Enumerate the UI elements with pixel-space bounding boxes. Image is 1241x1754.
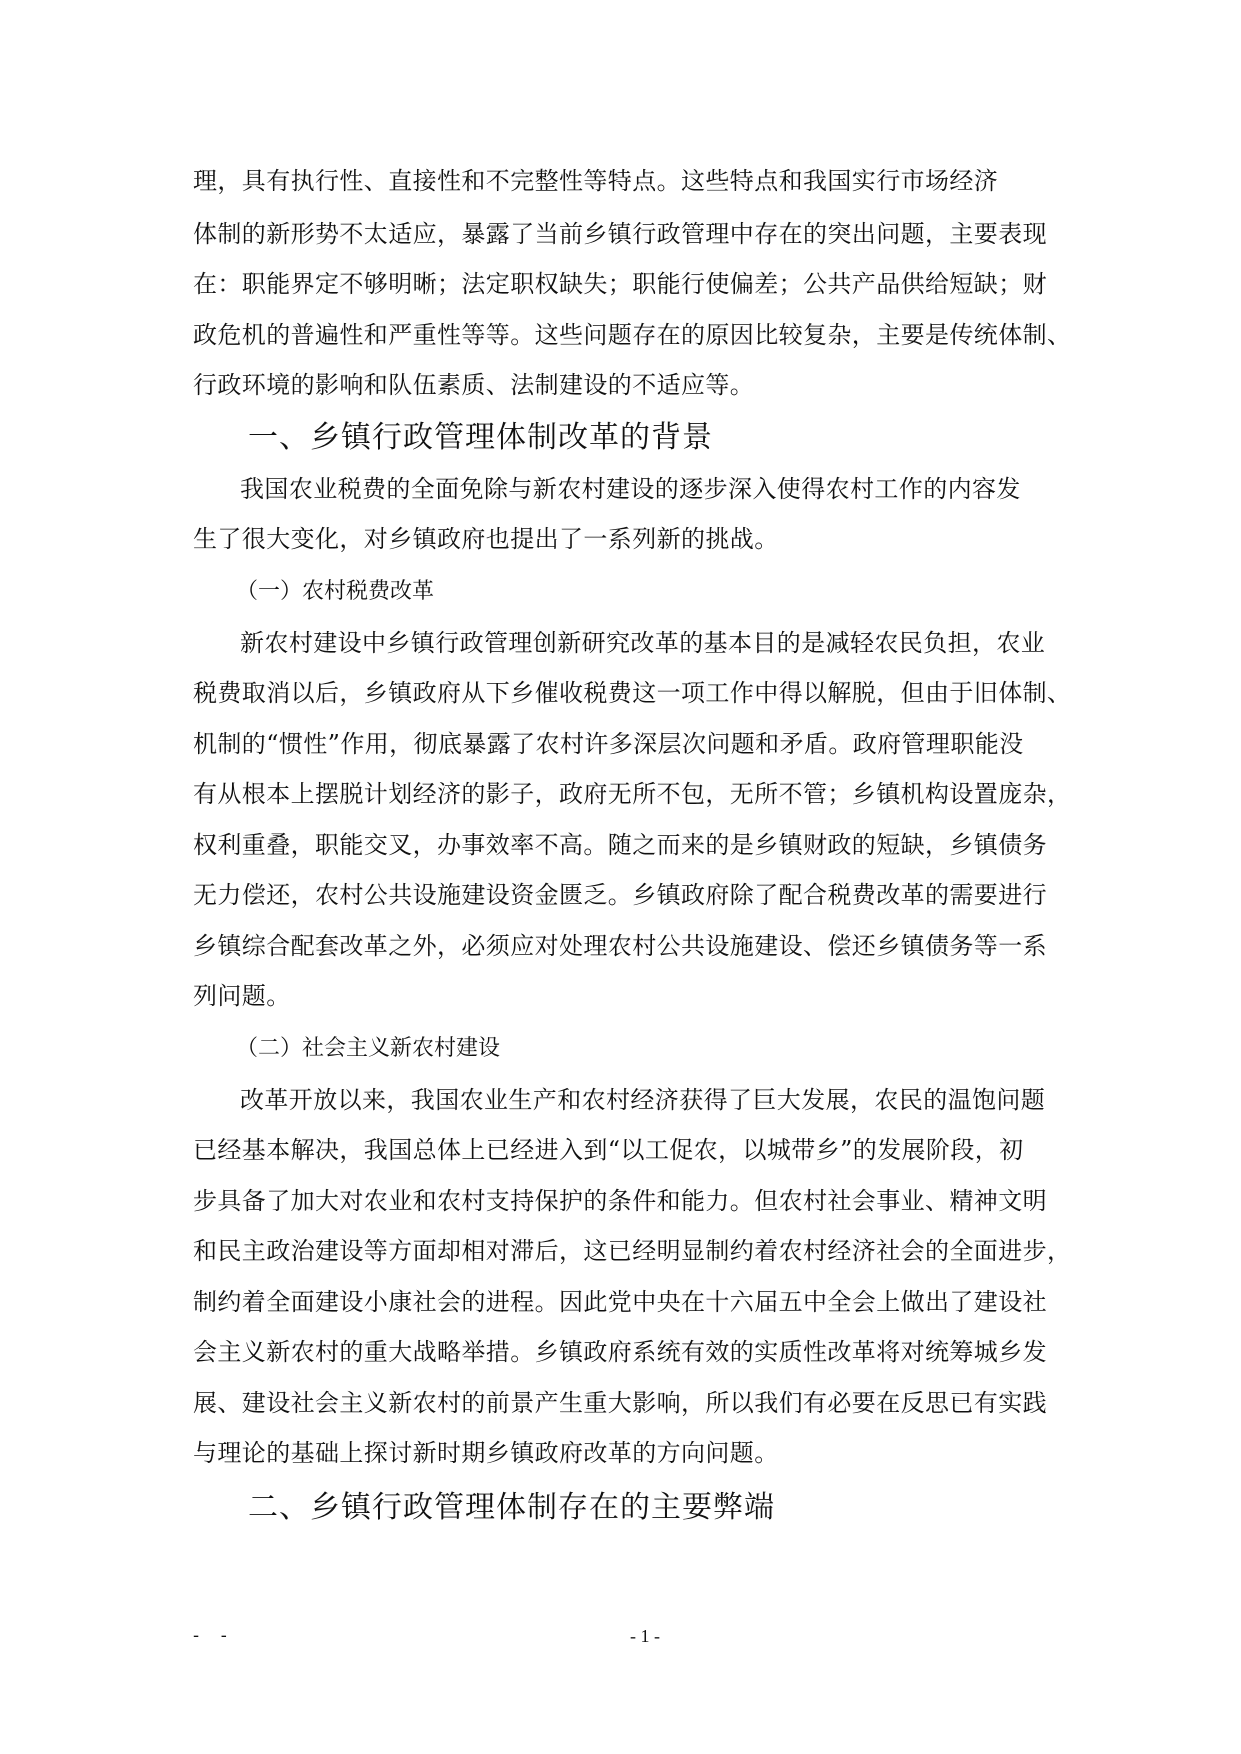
intro-line-2: 体制的新形势不太适应，暴露了当前乡镇行政管理中存在的突出问题，主要表现 bbox=[193, 220, 1047, 248]
section-1-heading: 一、乡镇行政管理体制改革的背景 bbox=[248, 420, 713, 455]
subsection-2-title: （二）社会主义新农村建设 bbox=[236, 1036, 501, 1061]
section-1-line-1: 我国农业税费的全面免除与新农村建设的逐步深入使得农村工作的内容发 bbox=[240, 475, 1021, 503]
intro-line-5: 行政环境的影响和队伍素质、法制建设的不适应等。 bbox=[193, 371, 755, 399]
subsection-2-line-6: 会主义新农村的重大战略举措。乡镇政府系统有效的实质性改革将对统筹城乡发 bbox=[193, 1338, 1047, 1366]
subsection-2-line-8: 与理论的基础上探讨新时期乡镇政府改革的方向问题。 bbox=[193, 1439, 779, 1467]
subsection-2-line-5: 制约着全面建设小康社会的进程。因此党中央在十六届五中全会上做出了建设社 bbox=[193, 1288, 1047, 1316]
subsection-1-line-5: 权利重叠，职能交叉，办事效率不高。随之而来的是乡镇财政的短缺，乡镇债务 bbox=[193, 831, 1047, 859]
subsection-1-line-2: 税费取消以后，乡镇政府从下乡催收税费这一项工作中得以解脱，但由于旧体制、 bbox=[193, 679, 1072, 707]
page-number: - 1 - bbox=[630, 1626, 660, 1646]
section-2-heading: 二、乡镇行政管理体制存在的主要弊端 bbox=[248, 1490, 775, 1525]
subsection-1-line-8: 列问题。 bbox=[193, 982, 291, 1010]
intro-line-1: 理，具有执行性、直接性和不完整性等特点。这些特点和我国实行市场经济 bbox=[193, 167, 999, 195]
intro-line-3: 在：职能界定不够明晰；法定职权缺失；职能行使偏差；公共产品供给短缺；财 bbox=[193, 270, 1047, 298]
section-1-line-2: 生了很大变化，对乡镇政府也提出了一系列新的挑战。 bbox=[193, 525, 779, 553]
subsection-1-line-7: 乡镇综合配套改革之外，必须应对处理农村公共设施建设、偿还乡镇债务等一系 bbox=[193, 932, 1047, 960]
subsection-1-line-6: 无力偿还，农村公共设施建设资金匮乏。乡镇政府除了配合税费改革的需要进行 bbox=[193, 881, 1047, 909]
intro-line-4: 政危机的普遍性和严重性等等。这些问题存在的原因比较复杂，主要是传统体制、 bbox=[193, 321, 1072, 349]
subsection-2-line-4: 和民主政治建设等方面却相对滞后，这已经明显制约着农村经济社会的全面进步， bbox=[193, 1237, 1072, 1265]
subsection-2-line-7: 展、建设社会主义新农村的前景产生重大影响，所以我们有必要在反思已有实践 bbox=[193, 1389, 1047, 1417]
subsection-2-line-2: 已经基本解决，我国总体上已经进入到“以工促农，以城带乡”的发展阶段，初 bbox=[193, 1136, 1024, 1164]
subsection-2-line-3: 步具备了加大对农业和农村支持保护的条件和能力。但农村社会事业、精神文明 bbox=[193, 1187, 1047, 1215]
footer-marker: - - bbox=[193, 1625, 235, 1646]
subsection-1-line-1: 新农村建设中乡镇行政管理创新研究改革的基本目的是减轻农民负担，农业 bbox=[240, 629, 1046, 657]
subsection-2-line-1: 改革开放以来，我国农业生产和农村经济获得了巨大发展，农民的温饱问题 bbox=[240, 1086, 1046, 1114]
subsection-1-title: （一）农村税费改革 bbox=[236, 579, 435, 604]
subsection-1-line-3: 机制的“惯性”作用，彻底暴露了农村许多深层次问题和矛盾。政府管理职能没 bbox=[193, 730, 1024, 758]
subsection-1-line-4: 有从根本上摆脱计划经济的影子，政府无所不包，无所不管；乡镇机构设置庞杂， bbox=[193, 780, 1072, 808]
